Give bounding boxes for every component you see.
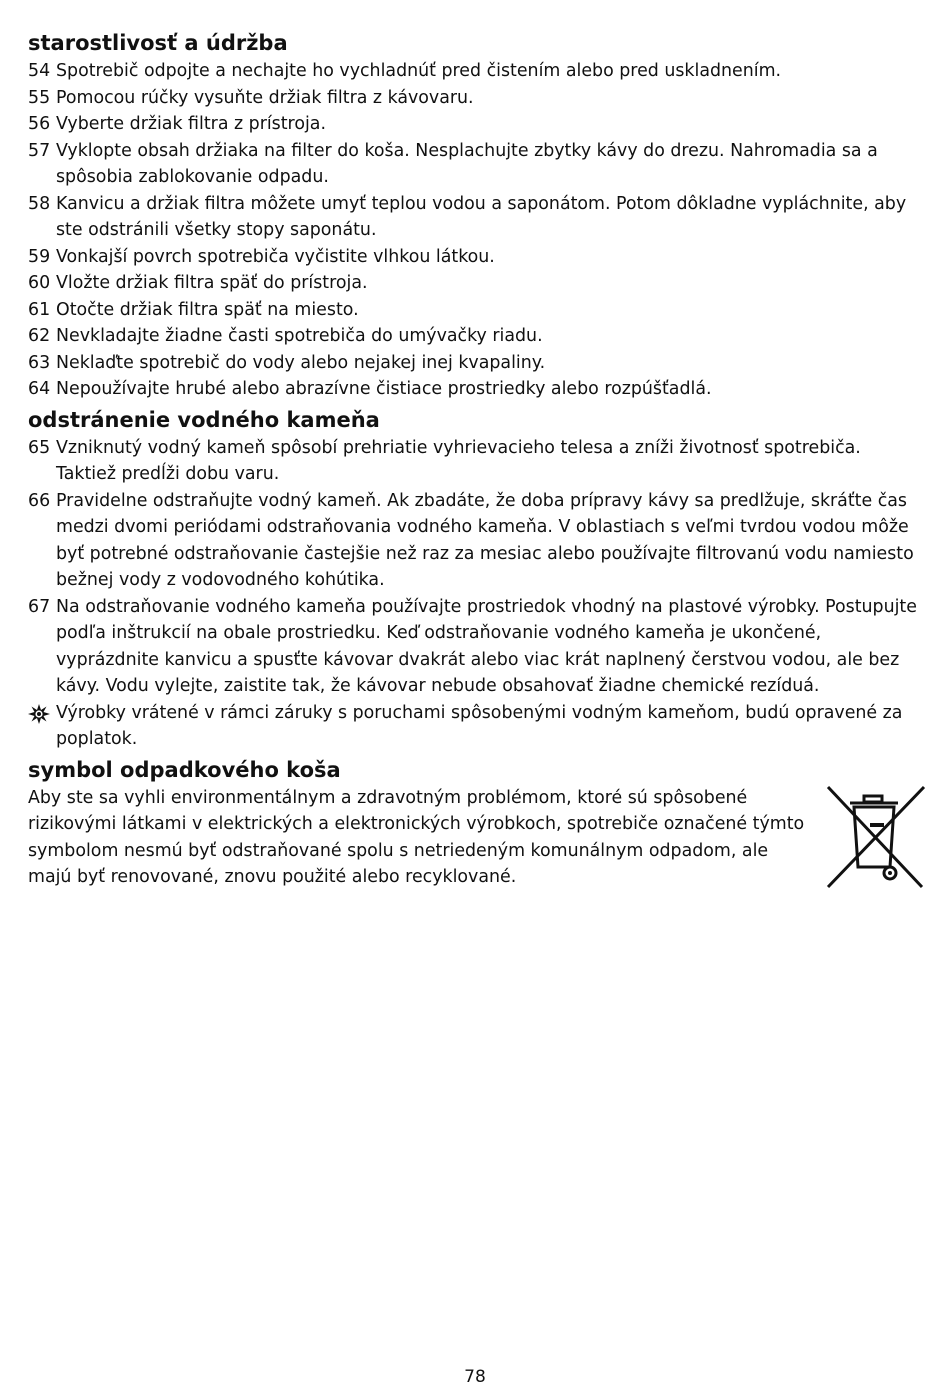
item-number: 66 xyxy=(28,490,51,511)
item-number: 63 xyxy=(28,352,51,373)
item-text: Spotrebič odpojte a nechajte ho vychladnúť pred čistením alebo pred uskladnením. xyxy=(56,61,782,81)
starburst-icon xyxy=(28,700,56,753)
list-item xyxy=(28,191,924,244)
list-item xyxy=(28,297,924,324)
item-number: 55 xyxy=(28,87,51,108)
item-text: Na odstraňovanie vodného kameňa používajte prostriedok vhodný na plastové výrobky. Postupujte podľa inštrukcií na obale prostriedku. Keď odstraňovanie vodného kameňa je ukončené, vyprázdnite kanvicu a spusťte kávovar dvakrát alebo viac krát naplnený čerstvou vodou, ale bez kávy. Vodu vylejte, zaistite tak, že kávovar nebude obsahovať žiadne chemické rezíduá. xyxy=(56,596,917,696)
item-number: 65 xyxy=(28,437,51,458)
item-text: Pomocou rúčky vysuňte držiak filtra z kávovaru. xyxy=(56,87,474,108)
item-number: 54 xyxy=(28,61,51,81)
item-text: Vzniknutý vodný kameň spôsobí prehriatie vyhrievacieho telesa a zníži životnosť spotrebiča. Taktiež predĺži dobu varu. xyxy=(56,437,861,484)
item-number: 57 xyxy=(28,140,51,161)
crossed-out-wheelie-bin-icon xyxy=(824,785,928,891)
item-text: Vložte držiak filtra späť do prístroja. xyxy=(56,273,368,293)
list-item xyxy=(28,435,924,488)
section-heading-waste: symbol odpadkového koša xyxy=(28,757,341,782)
list-item xyxy=(28,58,924,85)
item-text: Vyklopte obsah držiaka na filter do koša. Nesplachujte zbytky kávy do drezu. Nahromadia sa a spôsobia zablokovanie odpadu. xyxy=(56,140,878,187)
warranty-text: Výrobky vrátené v rámci záruky s poruchami spôsobenými vodným kameňom, budú opravené za poplatok. xyxy=(56,702,903,749)
item-number: 56 xyxy=(28,114,51,134)
item-number: 67 xyxy=(28,596,51,617)
descaling-list xyxy=(28,435,924,753)
care-list xyxy=(28,58,924,403)
page-number: 78 xyxy=(464,1367,486,1387)
item-text: Vonkajší povrch spotrebiča vyčistite vlhkou látkou. xyxy=(56,246,495,267)
section-heading-descaling: odstránenie vodného kameňa xyxy=(28,407,380,432)
list-item xyxy=(28,244,924,271)
list-item xyxy=(28,111,924,138)
item-text: Kanvicu a držiak filtra môžete umyť teplou vodou a saponátom. Potom dôkladne vypláchnite, aby ste odstránili všetky stopy saponátu. xyxy=(56,193,907,240)
item-text: Nevkladajte žiadne časti spotrebiča do umývačky riadu. xyxy=(56,326,543,346)
list-item xyxy=(28,488,924,594)
list-item xyxy=(28,270,924,297)
item-number: 64 xyxy=(28,379,51,399)
item-number: 61 xyxy=(28,299,51,320)
list-item xyxy=(28,350,924,377)
item-number: 59 xyxy=(28,246,51,267)
item-number: 58 xyxy=(28,193,51,214)
list-item xyxy=(28,594,924,700)
manual-page xyxy=(28,28,924,891)
item-text: Neklaďte spotrebič do vody alebo nejakej inej kvapaliny. xyxy=(56,352,546,373)
warranty-note xyxy=(28,700,924,753)
section-heading-care: starostlivosť a údržba xyxy=(28,31,288,55)
list-item xyxy=(28,138,924,191)
waste-section xyxy=(28,785,924,891)
item-number: 62 xyxy=(28,326,51,346)
list-item xyxy=(28,323,924,350)
item-number: 60 xyxy=(28,273,51,293)
item-text: Nepoužívajte hrubé alebo abrazívne čistiace prostriedky alebo rozpúšťadlá. xyxy=(56,379,712,399)
item-text: Vyberte držiak filtra z prístroja. xyxy=(56,114,326,134)
item-text: Pravidelne odstraňujte vodný kameň. Ak zbadáte, že doba prípravy kávy sa predlžuje, skráťte čas medzi dvomi periódami odstraňovania vodného kameňa. V oblastiach s veľmi tvrdou vodou môže byť potrebné odstraňovanie častejšie než raz za mesiac alebo používajte filtrovanú vodu namiesto bežnej vody z vodovodného kohútika. xyxy=(56,490,914,590)
waste-paragraph: Aby ste sa vyhli environmentálnym a zdravotným problémom, ktoré sú spôsobené rizikovými látkami v elektrických a elektronických výrobkoch, spotrebiče označené týmto symbolom nesmú byť odstraňované spolu s netriedeným komunálnym odpadom, ale majú byť renovované, znovu použité alebo recyklované. xyxy=(28,787,805,887)
item-text: Otočte držiak filtra späť na miesto. xyxy=(56,299,359,320)
list-item xyxy=(28,376,924,403)
list-item xyxy=(28,85,924,112)
